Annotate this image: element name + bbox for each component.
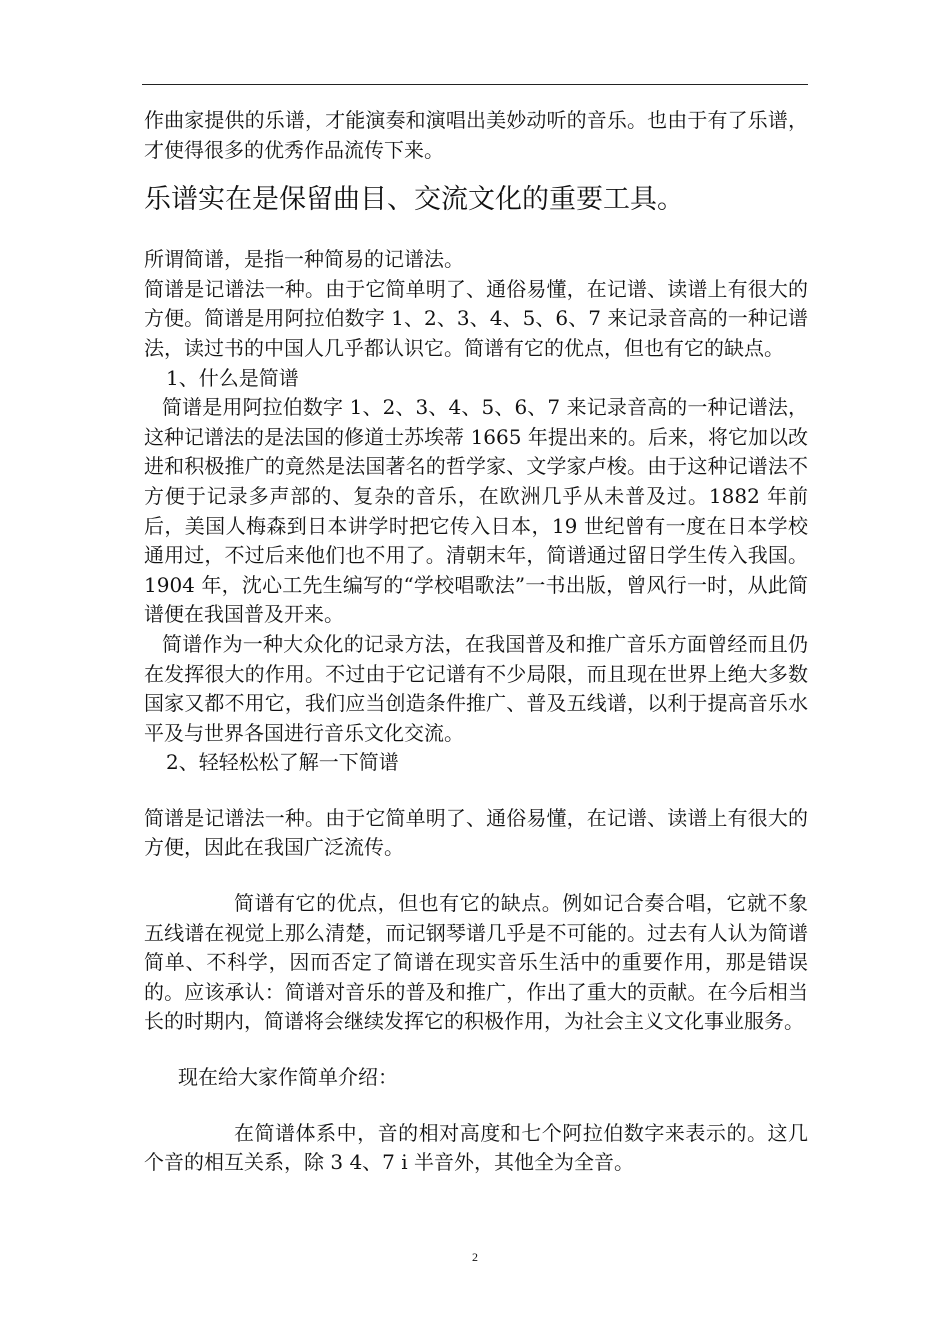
paragraph-history: 简谱是用阿拉伯数字 1、2、3、4、5、6、7 来记录音高的一种记谱法，这种记谱法的是法国的修道士苏埃蒂 1665 年提出来的。后来，将它加以改进和积极推广的竟然是法国著名的哲学家、文学家卢梭。由于这种记谱法不方便于记录多声部的、复杂的音乐，在欧洲几乎从未普及过。1882 年前后，美国人梅森到日本讲学时把它传入日本，19 世纪曾有一度在日本学校通用过，不过后来他们也不用了。清朝末年，简谱通过留日学生传入我国。1904 年，沈心工先生编写的“学校唱歌法”一书出版，曾风行一时，从此简谱便在我国普及开来。 bbox=[144, 395, 808, 627]
page-body bbox=[144, 106, 808, 1178]
paragraph-intro-line: 现在给大家作简单介绍： bbox=[178, 1065, 398, 1090]
paragraph-popularity: 简谱是记谱法一种。由于它简单明了、通俗易懂，在记谱、读谱上有很大的方便，因此在我国广泛流传。 bbox=[144, 805, 808, 860]
paragraph-role: 简谱作为一种大众化的记录方法，在我国普及和推广音乐方面曾经而且仍在发挥很大的作用。不过由于它记谱有不少局限，而且现在世界上绝大多数国家又都不用它，我们应当创造条件推广、普及五线谱，以利于提高音乐水平及与世界各国进行音乐文化交流。 bbox=[144, 631, 808, 745]
page-number: 2 bbox=[472, 1250, 478, 1264]
header-rule bbox=[142, 84, 808, 85]
paragraph-overview: 简谱是记谱法一种。由于它简单明了、通俗易懂，在记谱、读谱上有很大的方便。简谱是用阿拉伯数字 1、2、3、4、5、6、7 来记录音高的一种记谱法，读过书的中国人几乎都认识它。简谱有它的优点，但也有它的缺点。 bbox=[144, 276, 808, 360]
paragraph-pros-cons: 简谱有它的优点，但也有它的缺点。例如记合奏合唱，它就不象五线谱在视觉上那么清楚，而记钢琴谱几乎是不可能的。过去有人认为简谱简单、不科学，因而否定了简谱在现实音乐生活中的重要作用，那是错误的。应该承认：简谱对音乐的普及和推广，作出了重大的贡献。在今后相当长的时期内，简谱将会继续发挥它的积极作用，为社会主义文化事业服务。 bbox=[144, 891, 808, 1034]
paragraph-intro: 作曲家提供的乐谱，才能演奏和演唱出美妙动听的音乐。也由于有了乐谱，才使得很多的优秀作品流传下来。 bbox=[144, 108, 808, 162]
paragraph-emphasis: 乐谱实在是保留曲目、交流文化的重要工具。 bbox=[144, 184, 684, 216]
section-heading-1: 1、什么是简谱 bbox=[166, 365, 299, 390]
paragraph-definition: 所谓简谱，是指一种简易的记谱法。 bbox=[144, 247, 464, 272]
paragraph-system: 在简谱体系中，音的相对高度和七个阿拉伯数字来表示的。这几个音的相互关系，除 3 4、7 i 半音外，其他全为全音。 bbox=[144, 1120, 808, 1175]
section-heading-2: 2、轻轻松松了解一下简谱 bbox=[166, 750, 399, 775]
